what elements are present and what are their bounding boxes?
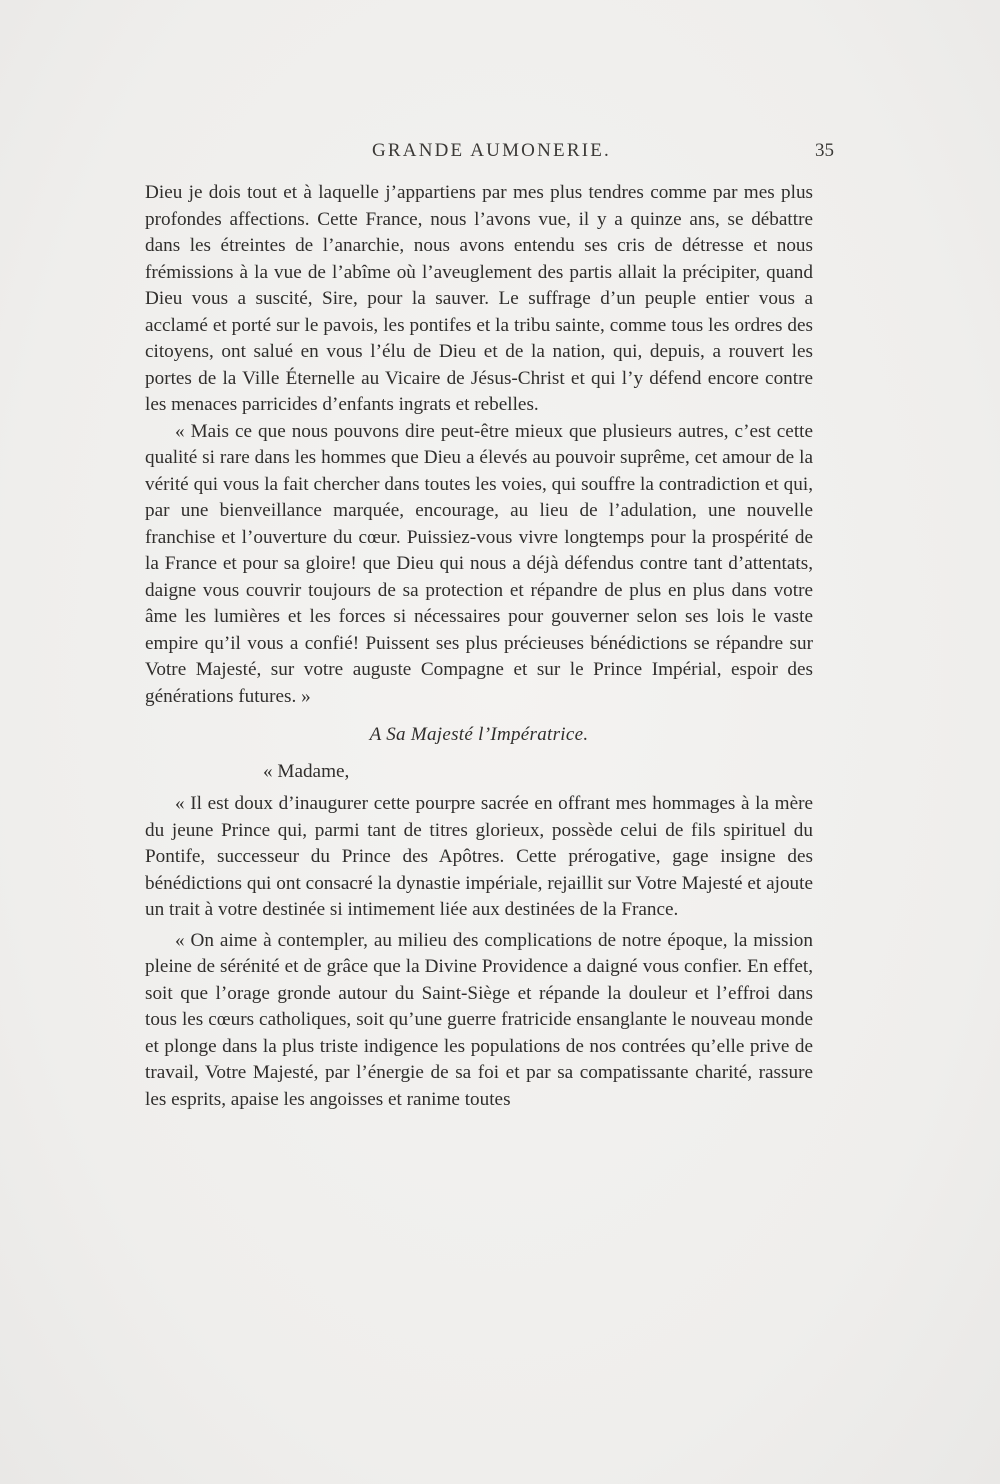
page-number: 35: [815, 140, 834, 161]
running-header: [145, 140, 838, 170]
address-heading: A Sa Majesté l’Impératrice.: [369, 724, 589, 745]
paragraph-truth: « Mais ce que nous pouvons dire peut-être mieux que plusieurs autres, c’est cette qualité si rare dans les hommes que Dieu a élevés au pouvoir suprême, cet amour de la vérité qui vous la fait chercher dans toutes les voies, qui souffre la contradiction et qui, par une bienveillance marquée, encourage, au lieu de l’adulation, une nouvelle franchise et l’ouverture du cœur. Puissiez-vous vivre longtemps pour la prospérité de la France et pour sa gloire! que Dieu qui nous a déjà défendus contre tant d’attentats, daigne vous couvrir toujours de sa protection et répandre de plus en plus dans votre âme les lumières et les forces si nécessaires pour gouverner selon ses lois le vaste empire qu’il vous a confié! Puissent ses plus précieuses bénédictions se répandre sur Votre Majesté, sur votre auguste Compagne et sur le Prince Impérial, espoir des générations futures. »: [145, 420, 813, 707]
running-title: GRANDE AUMONERIE.: [371, 140, 611, 161]
salutation: « Madame,: [263, 760, 350, 782]
paragraph-mission: « On aime à contempler, au milieu des complications de notre époque, la mission pleine de sérénité et de grâce que la Divine Providence a daigné vous confier. En effet, soit que l’orage gronde autour du Saint-Siège et répande la douleur et l’effroi dans tous les cœurs catholiques, soit qu’une guerre fratricide ensanglante le nouveau monde et plonge dans la plus triste indigence les populations de nos contrées qu’elle prive de travail, Votre Majesté, par l’énergie de sa foi et par sa compatissante charité, rassure les esprits, apaise les angoisses et ranime toutes: [145, 929, 813, 1110]
paragraph-homage: « Il est doux d’inaugurer cette pourpre sacrée en offrant mes hommages à la mère du jeune Prince qui, parmi tant de titres glorieux, possède celui de fils spirituel du Pontife, successeur du Prince des Apôtres. Cette prérogative, gage insigne des bénédictions qui ont consacré la dynastie impériale, rejaillit sur Votre Majesté et ajoute un trait à votre destinée si intimement liée aux destinées de la France.: [145, 793, 813, 920]
paragraph-continued: Dieu je dois tout et à laquelle j’appartiens par mes plus tendres comme par mes plus profondes affections. Cette France, nous l’avons vue, il y a quinze ans, se débattre dans les étreintes de l’anarchie, nous avons entendu ses cris de détresse et nous frémissions à la vue de l’abîme où l’aveuglement des partis allait la précipiter, quand Dieu vous a suscité, Sire, pour la sauver. Le suffrage d’un peuple entier vous a acclamé et porté sur le pavois, les pontifes et la tribu sainte, comme tous les ordres des citoyens, ont salué en vous l’élu de Dieu et de la nation, qui, depuis, a rouvert les portes de la Ville Éternelle au Vicaire de Jésus-Christ et qui l’y défend encore contre les menaces parricides d’enfants ingrats et rebelles.: [145, 182, 813, 415]
body-text: [145, 180, 813, 1113]
